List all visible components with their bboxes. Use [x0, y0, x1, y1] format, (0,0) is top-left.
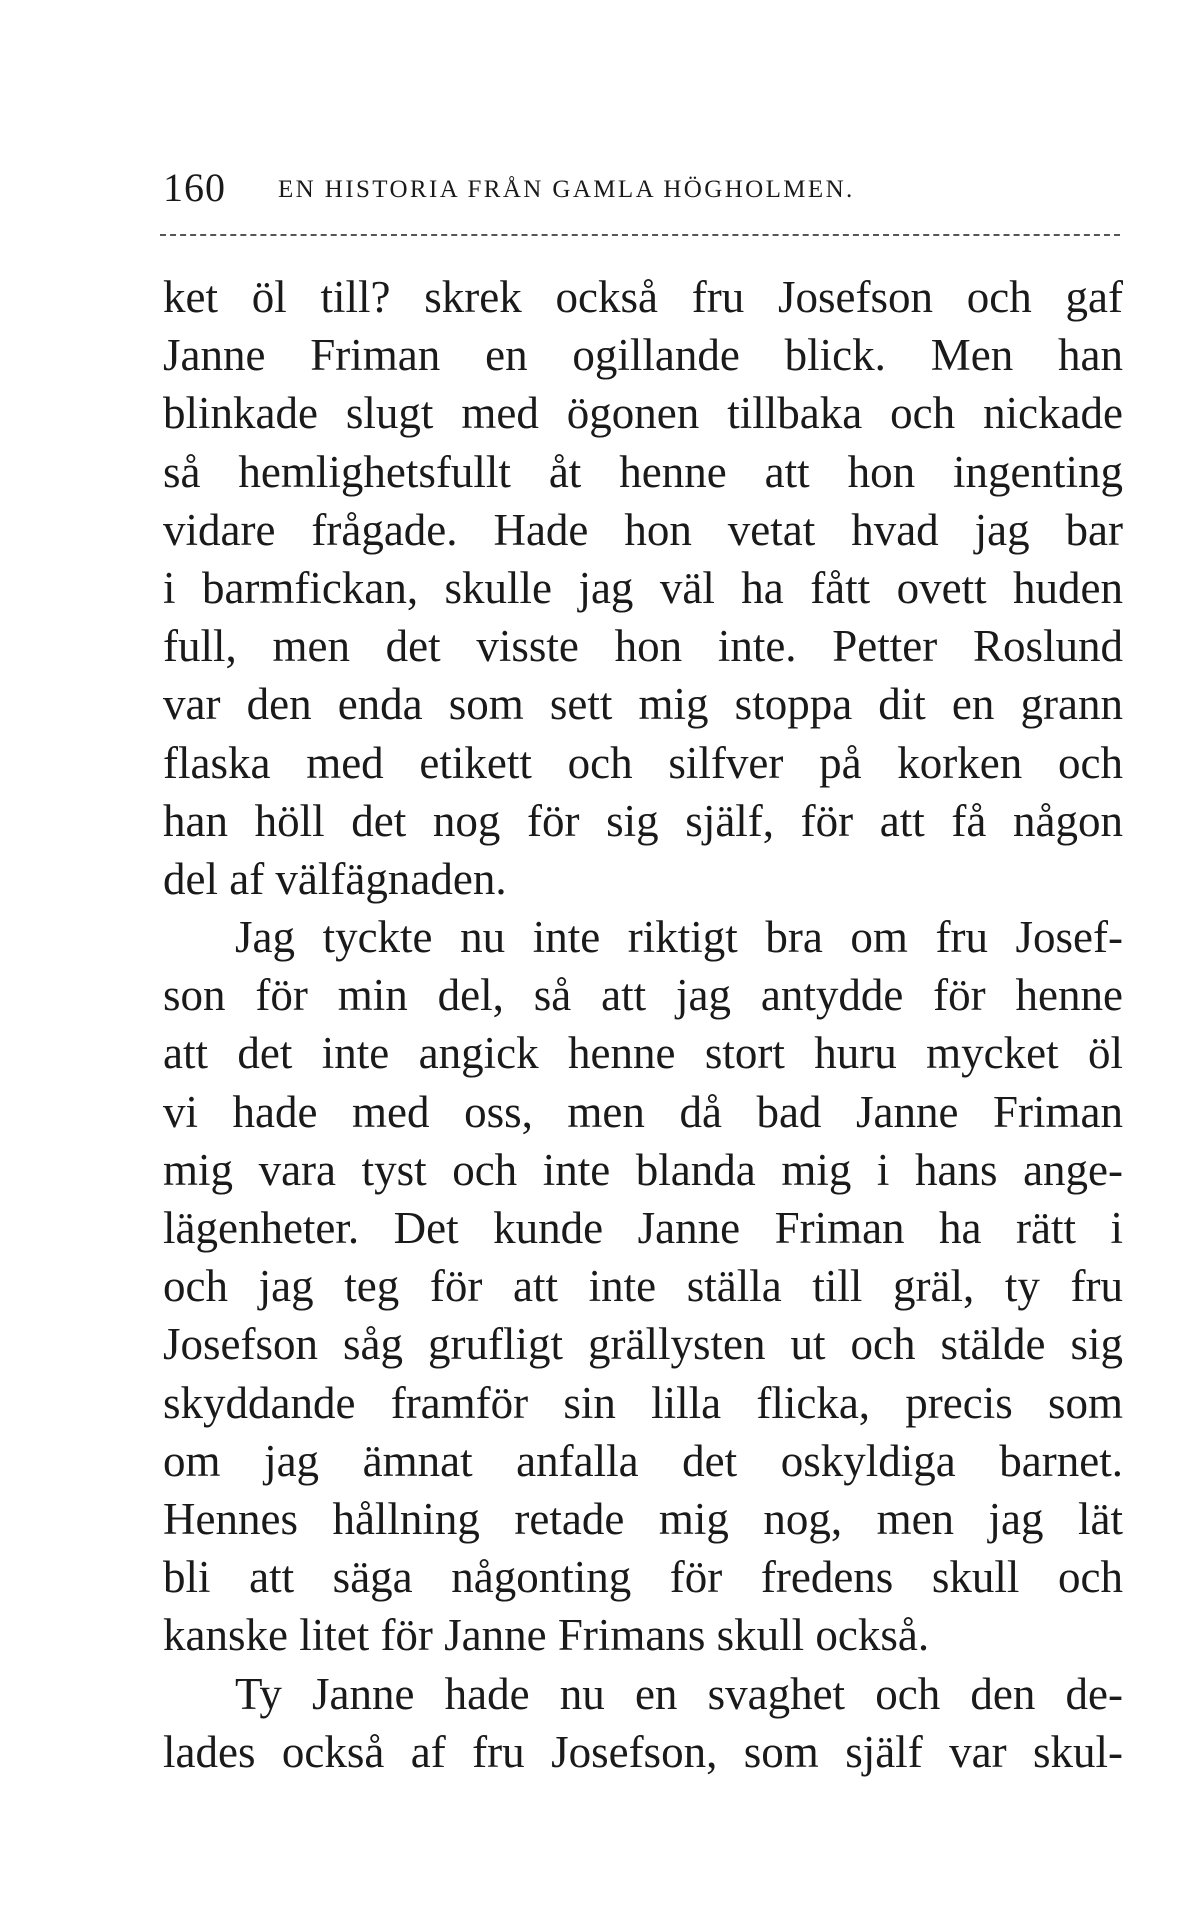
text-line: lades också af fru Josefson, som själf var skul-: [163, 1726, 1123, 1777]
text-line: han höll det nog för sig själf, för att få någon: [163, 795, 1123, 846]
text-line: skyddande framför sin lilla flicka, precis som: [163, 1377, 1123, 1428]
text-line: kanske litet för Janne Frimans skull också.: [163, 1610, 930, 1661]
text-line: ket öl till? skrek också fru Josefson och gaf: [163, 272, 1123, 322]
text-line: vidare frågade. Hade hon vetat hvad jag bar: [163, 504, 1123, 555]
text-line: del af välfägnaden.: [163, 853, 507, 904]
text-line: och jag teg för att inte ställa till gräl, ty fru: [163, 1261, 1123, 1312]
text-line: Janne Friman en ogillande blick. Men han: [163, 330, 1123, 381]
text-line: att det inte angick henne stort huru mycket öl: [163, 1028, 1123, 1079]
text-line: Josefson såg grufligt grällysten ut och stälde sig: [163, 1319, 1123, 1370]
text-line: Hennes hållning retade mig nog, men jag lät: [163, 1493, 1123, 1544]
header-rule: [160, 234, 1120, 236]
text-line: flaska med etikett och silfver på korken och: [163, 737, 1123, 788]
body-text: [163, 268, 1123, 1781]
page-number: 160: [163, 165, 226, 210]
text-line: var den enda som sett mig stoppa dit en grann: [163, 679, 1123, 730]
text-line: vi hade med oss, men då bad Janne Friman: [163, 1086, 1123, 1137]
text-line: Ty Janne hade nu en svaghet och den de-: [235, 1668, 1123, 1719]
text-line: full, men det visste hon inte. Petter Roslund: [163, 621, 1123, 672]
text-line: i barmfickan, skulle jag väl ha fått ovett huden: [163, 562, 1123, 613]
running-head: [163, 158, 1123, 218]
text-line: så hemlighetsfullt åt henne att hon ingenting: [163, 446, 1123, 497]
text-line: bli att säga någonting för fredens skull och: [163, 1552, 1123, 1603]
text-line: lägenheter. Det kunde Janne Friman ha rätt i: [163, 1203, 1123, 1253]
text-line: blinkade slugt med ögonen tillbaka och nickade: [163, 388, 1123, 439]
text-line: mig vara tyst och inte blanda mig i hans ange-: [163, 1144, 1123, 1195]
text-line: om jag ämnat anfalla det oskyldiga barnet.: [163, 1435, 1123, 1486]
text-line: Jag tyckte nu inte riktigt bra om fru Josef-: [235, 912, 1123, 963]
text-line: son för min del, så att jag antydde för henne: [163, 970, 1123, 1021]
running-title: EN HISTORIA FRÅN GAMLA HÖGHOLMEN.: [278, 176, 855, 203]
